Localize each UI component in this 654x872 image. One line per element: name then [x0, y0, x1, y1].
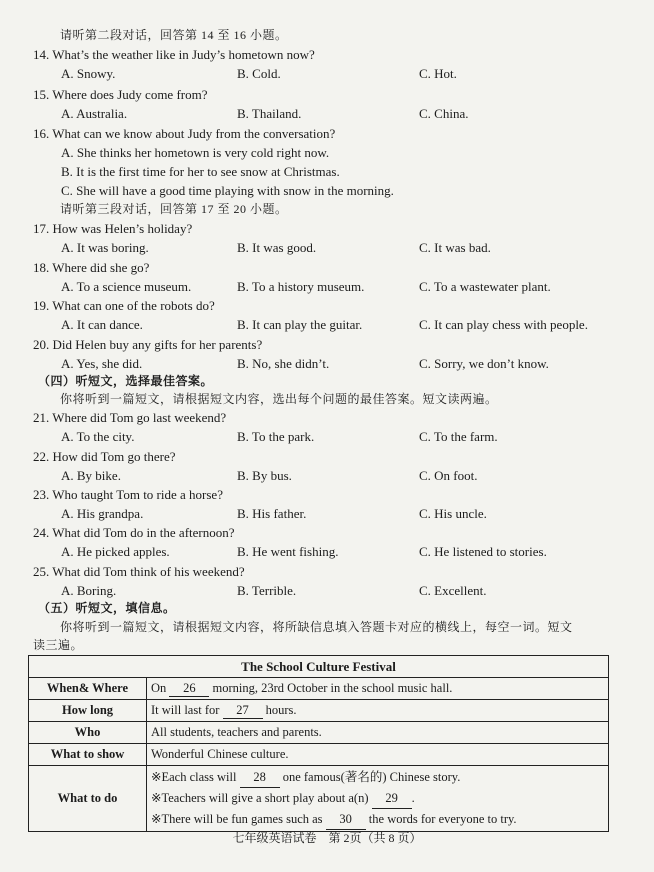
option-b: B. Thailand. — [237, 106, 302, 121]
text: ※There will be fun games such as — [151, 812, 323, 826]
question-text: Where does Judy come from? — [52, 87, 208, 102]
question-text: What’s the weather like in Judy’s hometown now? — [52, 47, 315, 62]
question-number: 25. — [33, 564, 50, 579]
question-number: 19. — [33, 298, 50, 313]
question-number: 20. — [33, 337, 50, 352]
question-number: 17. — [33, 221, 50, 236]
question-line — [33, 298, 215, 314]
question-text: What can one of the robots do? — [52, 298, 215, 313]
festival-table — [28, 655, 609, 832]
text: It will last for — [151, 702, 220, 717]
option-b: B. It can play the guitar. — [237, 317, 363, 332]
todo-item-2 — [151, 788, 604, 809]
row-value-howlong — [147, 700, 609, 722]
dialogue2-instruction: 请听第二段对话，回答第 14 至 16 小题。 — [60, 28, 288, 42]
option-a: A. It can dance. — [61, 317, 143, 332]
question-line — [33, 87, 208, 103]
text: ※Teachers will give a short play about a(n) — [151, 791, 369, 805]
question-number: 21. — [33, 410, 50, 425]
question-line — [33, 47, 315, 63]
option-a: A. It was boring. — [61, 240, 149, 255]
option-b: B. It is the first time for her to see snow at Christmas. — [61, 164, 340, 179]
option-b: B. By bus. — [237, 468, 292, 483]
text: morning, 23rd October in the school music hall. — [212, 680, 453, 695]
part4-instruction: 你将听到一篇短文，请根据短文内容，选出每个问题的最佳答案。短文读两遍。 — [60, 392, 498, 406]
option-b: B. Terrible. — [237, 583, 297, 598]
option-b: B. Cold. — [237, 66, 281, 81]
text: . — [411, 791, 415, 805]
option-a: A. Snowy. — [61, 66, 116, 81]
option-c: C. It was bad. — [419, 240, 491, 255]
text: the words for everyone to try. — [368, 812, 517, 826]
option-b: B. His father. — [237, 506, 307, 521]
row-value-todo — [147, 766, 609, 832]
question-text: Where did Tom go last weekend? — [52, 410, 227, 425]
question-line — [33, 221, 192, 237]
part5-title: （五）听短文，填信息。 — [38, 601, 176, 615]
option-a: A. She thinks her hometown is very cold right now. — [61, 145, 330, 160]
row-value-when — [147, 678, 609, 700]
question-text: Where did she go? — [52, 260, 150, 275]
question-number: 16. — [33, 126, 50, 141]
todo-item-1 — [151, 767, 604, 788]
question-text: How was Helen’s holiday? — [52, 221, 193, 236]
answer-blank-28[interactable]: 28 — [240, 767, 280, 788]
option-b: B. No, she didn’t. — [237, 356, 330, 371]
option-a: A. To a science museum. — [61, 279, 192, 294]
row-value-show: Wonderful Chinese culture. — [147, 744, 609, 766]
question-text: Who taught Tom to ride a horse? — [52, 487, 223, 502]
option-c: C. She will have a good time playing with snow in the morning. — [61, 183, 394, 198]
answer-blank-29[interactable]: 29 — [372, 788, 412, 809]
question-16 — [33, 126, 335, 142]
question-number: 23. — [33, 487, 50, 502]
row-label-when: When& Where — [29, 678, 147, 700]
question-text: What did Tom do in the afternoon? — [52, 525, 235, 540]
question-line — [33, 525, 235, 541]
option-a: A. His grandpa. — [61, 506, 144, 521]
option-c: C. China. — [419, 106, 469, 121]
row-label-show: What to show — [29, 744, 147, 766]
option-c: C. To the farm. — [419, 429, 498, 444]
answer-blank-30[interactable]: 30 — [326, 809, 366, 830]
page-footer: 七年级英语试卷 第 2页（共 8 页） — [232, 831, 422, 845]
dialogue3-instruction: 请听第三段对话，回答第 17 至 20 小题。 — [60, 202, 288, 216]
text: hours. — [265, 702, 297, 717]
question-text: What can we know about Judy from the conversation? — [52, 126, 336, 141]
todo-item-3 — [151, 809, 604, 830]
option-c: C. He listened to stories. — [419, 544, 547, 559]
option-a: A. Boring. — [61, 583, 117, 598]
text: On — [151, 680, 167, 695]
row-label-who: Who — [29, 722, 147, 744]
option-c: C. Hot. — [419, 66, 457, 81]
question-line — [33, 449, 176, 465]
question-number: 18. — [33, 260, 50, 275]
question-text: How did Tom go there? — [52, 449, 176, 464]
row-value-who: All students, teachers and parents. — [147, 722, 609, 744]
part5-instruction-cont: 读三遍。 — [33, 638, 84, 652]
option-b: B. To the park. — [237, 429, 315, 444]
question-line — [33, 260, 149, 276]
row-label-todo: What to do — [29, 766, 147, 832]
text: ※Each class will — [151, 770, 237, 784]
option-c: C. His uncle. — [419, 506, 487, 521]
option-a: A. Australia. — [61, 106, 128, 121]
question-line — [33, 487, 223, 503]
part5-instruction: 你将听到一篇短文，请根据短文内容，将所缺信息填入答题卡对应的横线上，每空一词。短文 — [60, 620, 573, 634]
option-a: A. By bike. — [61, 468, 121, 483]
option-b: B. To a history museum. — [237, 279, 365, 294]
answer-blank-26[interactable]: 26 — [169, 681, 209, 697]
row-label-howlong: How long — [29, 700, 147, 722]
question-line — [33, 564, 245, 580]
option-c: C. Excellent. — [419, 583, 487, 598]
answer-blank-27[interactable]: 27 — [223, 703, 263, 719]
option-c: C. It can play chess with people. — [419, 317, 588, 332]
option-a: A. He picked apples. — [61, 544, 170, 559]
question-line — [33, 410, 226, 426]
part4-title: （四）听短文，选择最佳答案。 — [38, 374, 214, 388]
question-number: 22. — [33, 449, 50, 464]
table-title: The School Culture Festival — [29, 656, 609, 678]
question-text: What did Tom think of his weekend? — [52, 564, 245, 579]
question-line — [33, 337, 262, 353]
option-a: A. To the city. — [61, 429, 135, 444]
option-a: A. Yes, she did. — [61, 356, 143, 371]
option-b: B. He went fishing. — [237, 544, 339, 559]
question-text: Did Helen buy any gifts for her parents? — [52, 337, 263, 352]
option-c: C. Sorry, we don’t know. — [419, 356, 549, 371]
option-c: C. To a wastewater plant. — [419, 279, 551, 294]
option-c: C. On foot. — [419, 468, 478, 483]
text: one famous(著名的) Chinese story. — [282, 770, 461, 784]
question-number: 14. — [33, 47, 50, 62]
option-b: B. It was good. — [237, 240, 317, 255]
question-number: 15. — [33, 87, 50, 102]
question-number: 24. — [33, 525, 50, 540]
